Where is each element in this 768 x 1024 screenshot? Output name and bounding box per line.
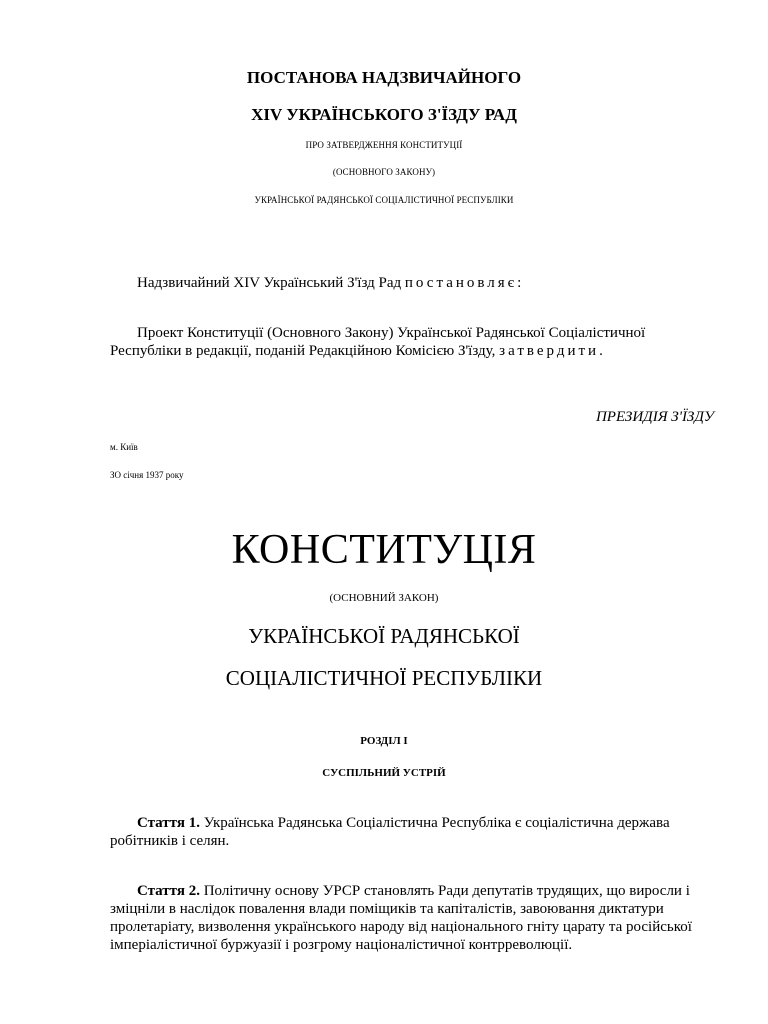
- article-2: [110, 882, 710, 954]
- decree-subtitle-3: УКРАЇНСЬКОЇ РАДЯНСЬКОЇ СОЦІАЛІСТИЧНОЇ РЕСПУБЛІКИ: [254, 195, 514, 205]
- decree-subtitle-2: (ОСНОВНОГО ЗАКОНУ): [332, 167, 436, 177]
- paragraph-2-spaced: затвердити: [499, 343, 600, 359]
- paragraph-1-suffix: :: [517, 275, 522, 291]
- date-label: ЗО січня 1937 року: [110, 470, 184, 480]
- article-2-label: Стаття 2.: [137, 883, 200, 899]
- paragraph-2-suffix: .: [599, 343, 603, 359]
- decree-subtitle-1: ПРО ЗАТВЕРДЖЕННЯ КОНСТИТУЦІЇ: [305, 140, 463, 150]
- constitution-line-1: УКРАЇНСЬКОЇ РАДЯНСЬКОЇ: [248, 624, 520, 648]
- article-1-label: Стаття 1.: [137, 815, 200, 831]
- article-1-text: Українська Радянська Соціалістична Республіка є соціалістична держава робітників і селян.: [110, 815, 670, 849]
- place-label: м. Київ: [110, 442, 138, 452]
- decree-title-line2: XIV УКРАЇНСЬКОГО З'ЇЗДУ РАД: [251, 105, 517, 124]
- article-1: [110, 814, 710, 850]
- paragraph-1-spaced: постановляє: [404, 275, 518, 291]
- section-heading: РОЗДІЛ I: [360, 735, 408, 747]
- constitution-line-2: СОЦІАЛІСТИЧНОЇ РЕСПУБЛІКИ: [225, 666, 543, 690]
- decree-paragraph-1: [110, 274, 710, 292]
- decree-paragraph-2: [110, 324, 710, 360]
- constitution-subtitle: (ОСНОВНИЙ ЗАКОН): [329, 592, 439, 604]
- section-title: СУСПІЛЬНИЙ УСТРІЙ: [322, 767, 446, 779]
- paragraph-2-text: Проект Конституції (Основного Закону) Української Радянської Соціалістичної Республіки в редакції, поданій Редакційною Комісією З'їзду,: [110, 325, 646, 359]
- constitution-title: КОНСТИТУЦІЯ: [231, 527, 537, 573]
- presidium-signature: ПРЕЗИДІЯ З'ЇЗДУ: [595, 409, 714, 425]
- decree-title-line1: ПОСТАНОВА НАДЗВИЧАЙНОГО: [246, 68, 522, 87]
- paragraph-1-text: Надзвичайний XIV Український З'їзд Рад: [137, 275, 405, 291]
- article-2-text: Політичну основу УРСР становлять Ради депутатів трудящих, що виросли і зміцніли в наслідок повалення влади поміщиків та капіталістів, завоювання диктатури пролетаріату, визволення українського народу від національного гніту царату та російської імперіалістичної буржуазії і розгрому націоналістичної контрреволюції.: [110, 883, 692, 953]
